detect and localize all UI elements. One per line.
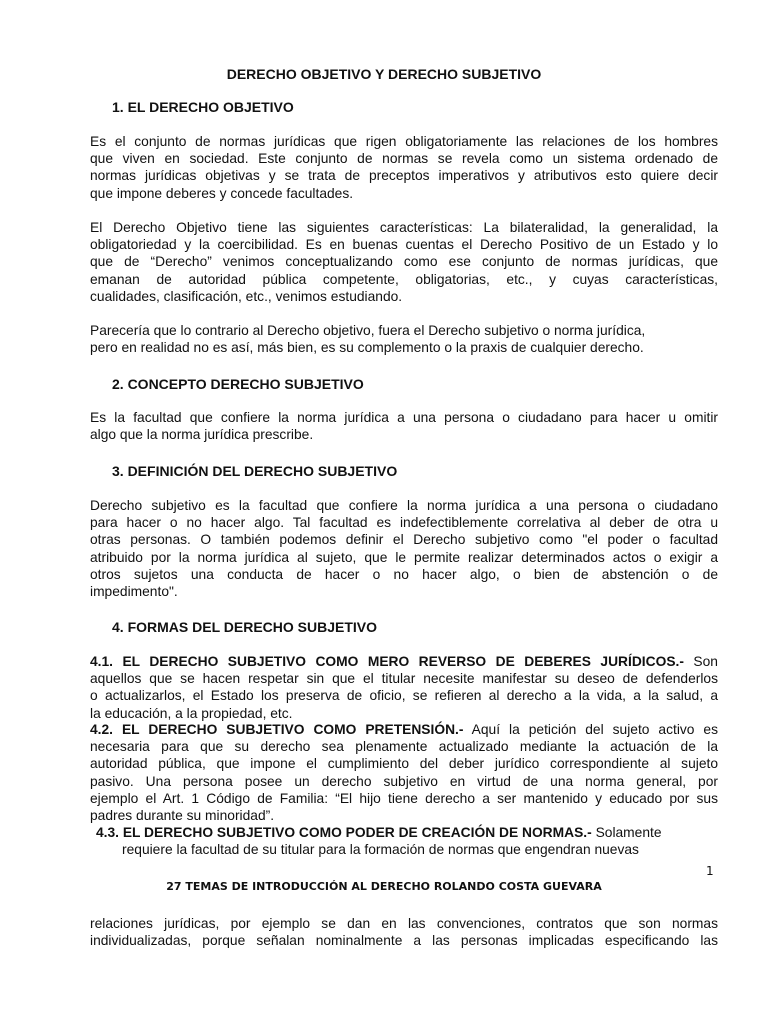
text-line: algo que la norma jurídica prescribe. (90, 427, 314, 443)
paragraph-definicion (90, 497, 718, 600)
text-line: impedimento". (90, 583, 178, 599)
text-line: individualizadas, porque señalan nominalmente a las personas implicadas especificando las (90, 933, 718, 949)
section-4-3-title: 4.3. EL DERECHO SUBJETIVO COMO PODER DE CREACIÓN DE NORMAS.- (96, 825, 592, 840)
text-line: obligatoriedad y la coercibilidad. Es en buenas cuentas el Derecho Positivo de un Estado y lo (90, 237, 718, 253)
section-4-3 (96, 824, 716, 858)
text-line: pero en realidad no es así, más bien, es su complemento o la praxis de cualquier derecho. (90, 340, 644, 356)
text-line: aquellos que se hacen respetar sin que el titular necesite manifestar su deseo de defenderlos (90, 671, 718, 687)
text-line: que impone deberes y concede facultades. (90, 185, 354, 201)
paragraph-next-page (90, 915, 718, 949)
section-4-1 (90, 653, 718, 722)
text-line: pasivo. Una persona posee un derecho subjetivo en virtud de una norma general, por (90, 773, 718, 789)
text-line: otros sujetos una conducta de hacer o no hacer algo, o bien de abstención o de (90, 566, 718, 582)
page-number: 1 (706, 864, 714, 878)
text-line: emanan de autoridad pública competente, obligatorias, etc., y cuyas características, (90, 271, 718, 287)
text-fragment: Aquí la petición del sujeto activo es (463, 722, 718, 737)
text-line: otras personas. O también podemos definir el Derecho subjetivo como "el poder o facultad (90, 532, 718, 548)
text-line: o actualizarlos, el Estado los preserva de oficio, se refieren al derecho a la vida, a la salud, a (90, 688, 718, 704)
text-line (90, 653, 718, 670)
heading-definicion: 3. DEFINICIÓN DEL DERECHO SUBJETIVO (112, 463, 398, 479)
text-fragment: Son (683, 654, 718, 669)
text-line: Es la facultad que confiere la norma jurídica a una persona o ciudadano para hacer u omitir (90, 410, 718, 425)
text-line: requiere la facultad de su titular para la formación de normas que engendran nuevas (122, 842, 639, 858)
heading-concepto: 2. CONCEPTO DERECHO SUBJETIVO (112, 376, 364, 392)
text-line: para hacer o no hacer algo. Tal facultad es indefectiblemente correlativa al deber de otra u (90, 515, 718, 531)
text-line: El Derecho Objetivo tiene las siguientes características: La bilateralidad, la generalidad, la (90, 220, 718, 235)
text-line: Derecho subjetivo es la facultad que confiere la norma jurídica a una persona o ciudadano (90, 498, 718, 513)
text-line (96, 824, 716, 841)
paragraph-caracteristicas (90, 219, 718, 305)
text-line: que viven en sociedad. Este conjunto de normas se revela como un sistema ordenado de (90, 151, 718, 167)
page-footer: 27 TEMAS DE INTRODUCCIÓN AL DERECHO ROLANDO COSTA GUEVARA (166, 880, 602, 893)
section-4-2-title: 4.2. EL DERECHO SUBJETIVO COMO PRETENSIÓN.- (90, 722, 464, 737)
section-4-2 (90, 721, 718, 824)
text-line (90, 721, 718, 738)
text-line: autoridad pública, que impone el cumplimiento del deber jurídico correspondiente al sujeto (90, 756, 718, 772)
text-line: la educación, a la propiedad, etc. (90, 705, 293, 721)
heading-formas: 4. FORMAS DEL DERECHO SUBJETIVO (112, 619, 378, 635)
paragraph-contrario (90, 322, 718, 356)
paragraph-derecho-objetivo-def (90, 133, 718, 202)
text-line: Parecería que lo contrario al Derecho objetivo, fuera el Derecho subjetivo o norma jurídica, (90, 323, 646, 338)
text-line: Es el conjunto de normas jurídicas que rigen obligatoriamente las relaciones de los hombres (90, 134, 718, 149)
text-line: relaciones jurídicas, por ejemplo se dan en las convenciones, contratos que son normas (90, 916, 718, 931)
text-line: cualidades, clasificación, etc., venimos estudiando. (90, 288, 403, 304)
text-line: atribuido por la norma jurídica al sujeto, que le permite realizar determinados actos o exigir a (90, 549, 718, 565)
text-line: que de “Derecho” venimos conceptualizando como ese conjunto de normas jurídicas, que (90, 254, 718, 270)
text-line: normas jurídicas objetivas y se trata de preceptos imperativos y atributivos esto quiere decir (90, 168, 718, 184)
document-title: DERECHO OBJETIVO Y DERECHO SUBJETIVO (226, 66, 542, 82)
heading-derecho-objetivo: 1. EL DERECHO OBJETIVO (112, 99, 294, 115)
text-line: necesaria para que su derecho sea plenamente actualizado mediante la actuación de la (90, 739, 718, 755)
text-line: padres durante su minoridad”. (90, 807, 275, 823)
text-line: ejemplo el Art. 1 Código de Familia: “El hijo tiene derecho a ser mantenido y educado por sus (90, 790, 718, 806)
paragraph-concepto (90, 409, 718, 443)
text-fragment: Solamente (591, 825, 662, 840)
section-4-1-title: 4.1. EL DERECHO SUBJETIVO COMO MERO REVERSO DE DEBERES JURÍDICOS.- (90, 654, 684, 669)
